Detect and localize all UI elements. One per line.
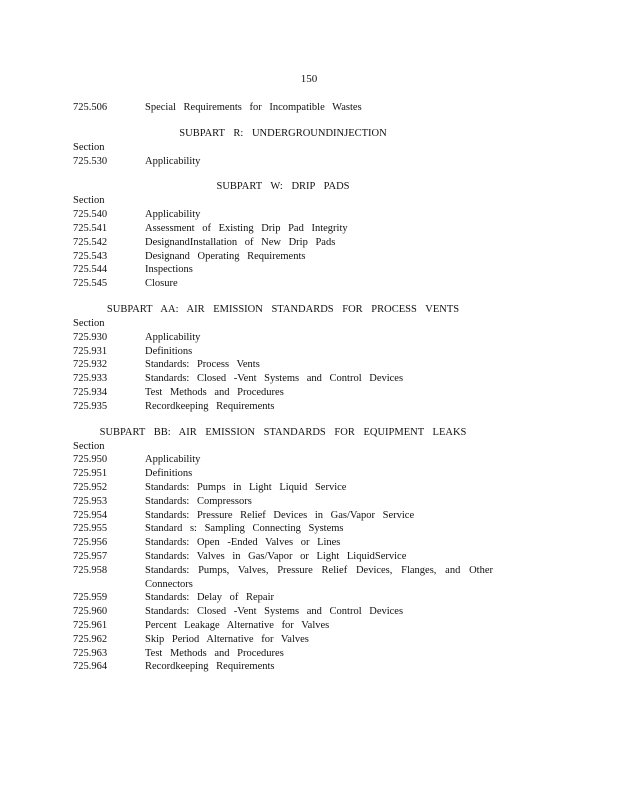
section-column-label: Section bbox=[73, 141, 105, 153]
toc-entry bbox=[73, 372, 493, 386]
section-number: 725.542 bbox=[73, 236, 108, 248]
toc-entry bbox=[73, 660, 493, 674]
section-number: 725.950 bbox=[73, 454, 108, 466]
subpart-heading: SUBPART AA: AIR EMISSION STANDARDS FOR PROCESS VENTS bbox=[106, 303, 460, 315]
section-number: 725.951 bbox=[73, 468, 108, 480]
section-number: 725.964 bbox=[73, 661, 108, 673]
toc-entry bbox=[73, 358, 493, 372]
section-title: Standard s: Sampling Connecting Systems bbox=[145, 523, 344, 535]
section-title: Definitions bbox=[145, 468, 193, 480]
section-number: 725.953 bbox=[73, 495, 108, 507]
section-title: DesignandInstallation of New Drip Pads bbox=[145, 236, 336, 248]
toc-entry bbox=[73, 619, 493, 633]
toc-entry bbox=[73, 605, 493, 619]
toc-entry bbox=[73, 236, 493, 250]
section-number: 725.545 bbox=[73, 278, 108, 290]
section-number: 725.959 bbox=[73, 592, 108, 604]
section-number: 725.935 bbox=[73, 400, 108, 412]
section-title: Standards: Pumps in Light Liquid Service bbox=[145, 481, 347, 493]
toc-entry bbox=[73, 453, 493, 467]
section-title: Standards: Process Vents bbox=[145, 359, 260, 371]
toc-entry bbox=[73, 509, 493, 523]
section-title: Designand Operating Requirements bbox=[145, 250, 306, 262]
section-title: Skip Period Alternative for Valves bbox=[145, 633, 309, 645]
section-number: 725.543 bbox=[73, 250, 108, 262]
toc-entry bbox=[73, 386, 493, 400]
subpart-heading: SUBPART W: DRIP PADS bbox=[216, 181, 350, 193]
subpart-heading: SUBPART BB: AIR EMISSION STANDARDS FOR EQUIPMENT LEAKS bbox=[99, 426, 467, 438]
section-title: Standards: Closed -Vent Systems and Control Devices bbox=[145, 373, 404, 385]
section-number: 725.956 bbox=[73, 537, 108, 549]
toc-entry bbox=[73, 345, 493, 359]
section-number: 725.544 bbox=[73, 264, 108, 276]
section-number: 725.958 bbox=[73, 564, 108, 576]
toc-entry bbox=[73, 101, 493, 115]
section-number: 725.932 bbox=[73, 359, 108, 371]
section-number: 725.506 bbox=[73, 102, 108, 113]
section-title: Applicability bbox=[145, 454, 201, 466]
section-column-label: Section bbox=[73, 317, 105, 329]
section-title-continuation: Connectors bbox=[145, 578, 193, 590]
toc-entry bbox=[73, 155, 493, 169]
toc-entry bbox=[73, 222, 493, 236]
section-number: 725.955 bbox=[73, 523, 108, 535]
section-title: Assessment of Existing Drip Pad Integrity bbox=[145, 222, 348, 234]
section-number: 725.933 bbox=[73, 373, 108, 385]
toc-entry bbox=[73, 536, 493, 550]
subpart-heading: SUBPART R: UNDERGROUNDINJECTION bbox=[179, 127, 387, 139]
section-title: Standards: Compressors bbox=[145, 495, 252, 507]
toc-entry bbox=[73, 208, 493, 222]
section-title: Applicability bbox=[145, 155, 201, 167]
section-title: Special Requirements for Incompatible Wastes bbox=[145, 102, 362, 113]
section-title: Definitions bbox=[145, 345, 193, 357]
section-number: 725.541 bbox=[73, 222, 108, 234]
section-number: 725.960 bbox=[73, 606, 108, 618]
section-number: 725.540 bbox=[73, 209, 108, 221]
section-title: Standards: Open -Ended Valves or Lines bbox=[145, 537, 341, 549]
toc-entry bbox=[73, 591, 493, 605]
number-spacer bbox=[73, 578, 145, 592]
section-number: 725.952 bbox=[73, 481, 108, 493]
section-title: Test Methods and Procedures bbox=[145, 647, 284, 659]
toc-entry bbox=[73, 633, 493, 647]
section-number: 725.961 bbox=[73, 619, 108, 631]
toc-entry bbox=[73, 564, 493, 578]
section-title: Applicability bbox=[145, 331, 201, 343]
toc-entry bbox=[73, 400, 493, 414]
toc-entry bbox=[73, 250, 493, 264]
section-title: Percent Leakage Alternative for Valves bbox=[145, 619, 330, 631]
toc-entry bbox=[73, 495, 493, 509]
toc-entry bbox=[73, 522, 493, 536]
section-column-label: Section bbox=[73, 195, 105, 207]
section-column-label: Section bbox=[73, 440, 105, 452]
section-number: 725.934 bbox=[73, 386, 108, 398]
subparts-container bbox=[73, 127, 493, 674]
section-title: Standards: Pumps, Valves, Pressure Relief Devices, Flanges, and Other bbox=[145, 564, 493, 576]
section-title: Applicability bbox=[145, 209, 201, 221]
section-title: Standards: Closed -Vent Systems and Control Devices bbox=[145, 606, 404, 618]
toc-entry bbox=[73, 331, 493, 345]
section-number: 725.530 bbox=[73, 155, 108, 167]
toc-entry bbox=[73, 481, 493, 495]
section-title: Standards: Delay of Repair bbox=[145, 592, 275, 604]
toc-entry bbox=[73, 467, 493, 481]
section-title: Closure bbox=[145, 278, 178, 290]
section-number: 725.930 bbox=[73, 331, 108, 343]
toc-entry bbox=[73, 277, 493, 291]
section-number: 725.957 bbox=[73, 550, 108, 562]
toc-entry-continuation bbox=[73, 578, 493, 592]
section-title: Test Methods and Procedures bbox=[145, 386, 284, 398]
section-title: Standards: Pressure Relief Devices in Gas/Vapor Service bbox=[145, 509, 415, 521]
toc-entry bbox=[73, 263, 493, 277]
section-title: Standards: Valves in Gas/Vapor or Light LiquidService bbox=[145, 550, 407, 562]
section-number: 725.931 bbox=[73, 345, 108, 357]
table-of-contents bbox=[73, 101, 493, 674]
page-number: 150 bbox=[300, 73, 318, 85]
section-number: 725.963 bbox=[73, 647, 108, 659]
toc-entry bbox=[73, 550, 493, 564]
section-number: 725.954 bbox=[73, 509, 108, 521]
toc-entry bbox=[73, 647, 493, 661]
section-number: 725.962 bbox=[73, 633, 108, 645]
section-title: Inspections bbox=[145, 264, 193, 276]
section-title: Recordkeeping Requirements bbox=[145, 661, 275, 673]
section-title: Recordkeeping Requirements bbox=[145, 400, 275, 412]
